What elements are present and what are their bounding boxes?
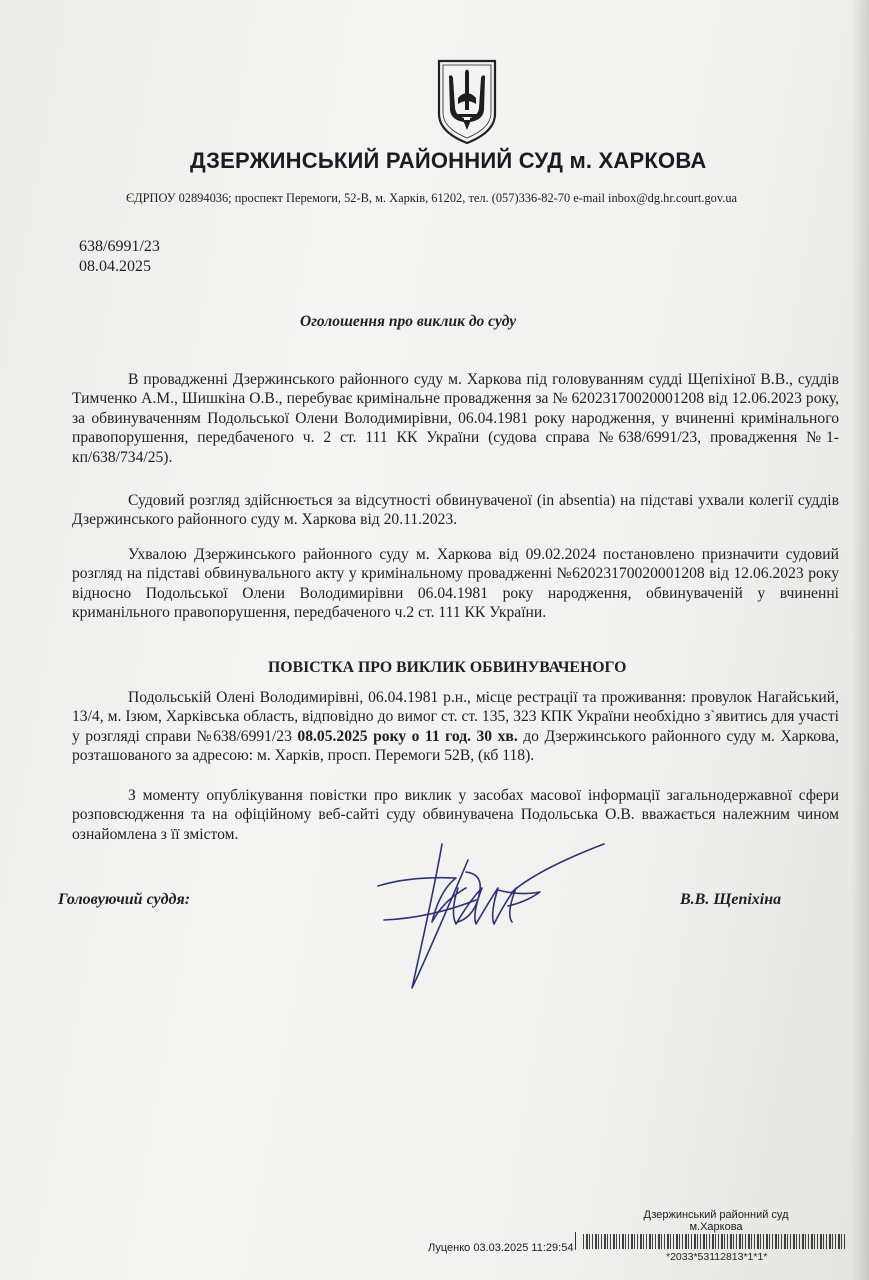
summons-address: до Дзержинського районного суду м. Харкова, розташованого за адресою: м. Харків, просп. Перемоги 52В, (кб 118). (72, 727, 839, 765)
paragraph-proceedings: В провадженні Дзержинського районного суду м. Харкова під головуванням судді Щепіхіної В.В., суддів Тимченко А.М., Шишкіна О.В., перебуває кримінальне провадження за № 62023170020001208 від 12.06.2023 року, за обвинуваченням Подольської Олени Володимирівни, 06.04.1981 року народження, у вчиненні кримінального правопорушення, передбаченого ч. 2 ст. 111 КК України (судова справа №638/6991/23, провадження №1-кп/638/734/25). (72, 371, 839, 466)
summons-text: Подольській Олені Володимирівні, 06.04.1981 р.н., місце рестрації та проживання: провулок Нагайський, 13/4, м. Ізюм, Харківська область, відповідно до вимог ст. ст. 135, 323 КПК України необхідно з`явитись для участі у розгляді справи №638/6991/23 (72, 689, 839, 745)
registry-stamp-clerk: Луценко 03.03.2025 11:29:54 (428, 1242, 574, 1254)
paragraph-summons (72, 688, 839, 766)
trident-coat-of-arms-icon (436, 58, 498, 146)
signatory-name: В.В. Щепіхіна (680, 891, 782, 908)
stamp-divider (575, 1232, 576, 1250)
paragraph-in-absentia: Судовий розгляд здійснюється за відсутності обвинуваченої (in absentia) на підставі ухвали колегії суддів Дзержинського районного суду м. Харкова від 20.11.2023. (72, 492, 839, 529)
registration-block (79, 237, 160, 277)
notice-title: Оголошення про виклик до суду (300, 313, 517, 330)
barcode-code: *2033*53112813*1*1* (666, 1251, 768, 1263)
court-address: ЄДРПОУ 02894036; проспект Перемоги, 52-В, м. Харків, 61202, тел. (057)336-82-70 e-mail inbox@dg.hr.court.gov.ua (126, 191, 738, 205)
hearing-datetime: 08.05.2025 року о 11 год. 30 хв. (297, 727, 518, 745)
page-edge-shadow (851, 0, 869, 1280)
barcode-icon (583, 1234, 847, 1249)
signatory-role: Головуючий суддя: (58, 891, 191, 908)
registry-stamp-court: Дзержинський районний суд м.Харкова (643, 1209, 789, 1233)
paragraph-ruling: Ухвалою Дзержинського районного суду м. Харкова від 09.02.2024 постановлено призначити судовий розгляд на підставі обвинувального акту у кримінальному провадженні №62023170020001208 від 12.06.2023 року відносно Подольської Олени Володимирівни 06.04.1981 року народження, обвинуваченій у вчиненні криманільного правопорушення, передбаченого ч.2 ст. 111 КК України. (72, 546, 839, 622)
signature-icon (370, 830, 610, 1000)
court-name: ДЗЕРЖИНСЬКИЙ РАЙОННИЙ СУД м. ХАРКОВА (190, 148, 707, 173)
paragraph-publication: З моменту опублікування повістки про виклик у засобах масової інформації загальнодержавної сфери розповсюдження та на офіційному веб-сайті суду обвинувачена Подольська О.В. вважається належним чином ознайомлена з її змістом. (72, 787, 839, 843)
document-date: 08.04.2025 (79, 258, 151, 275)
summons-title: ПОВІСТКА ПРО ВИКЛИК ОБВИНУВАЧЕНОГО (268, 659, 627, 676)
case-number: 638/6991/23 (79, 238, 160, 255)
